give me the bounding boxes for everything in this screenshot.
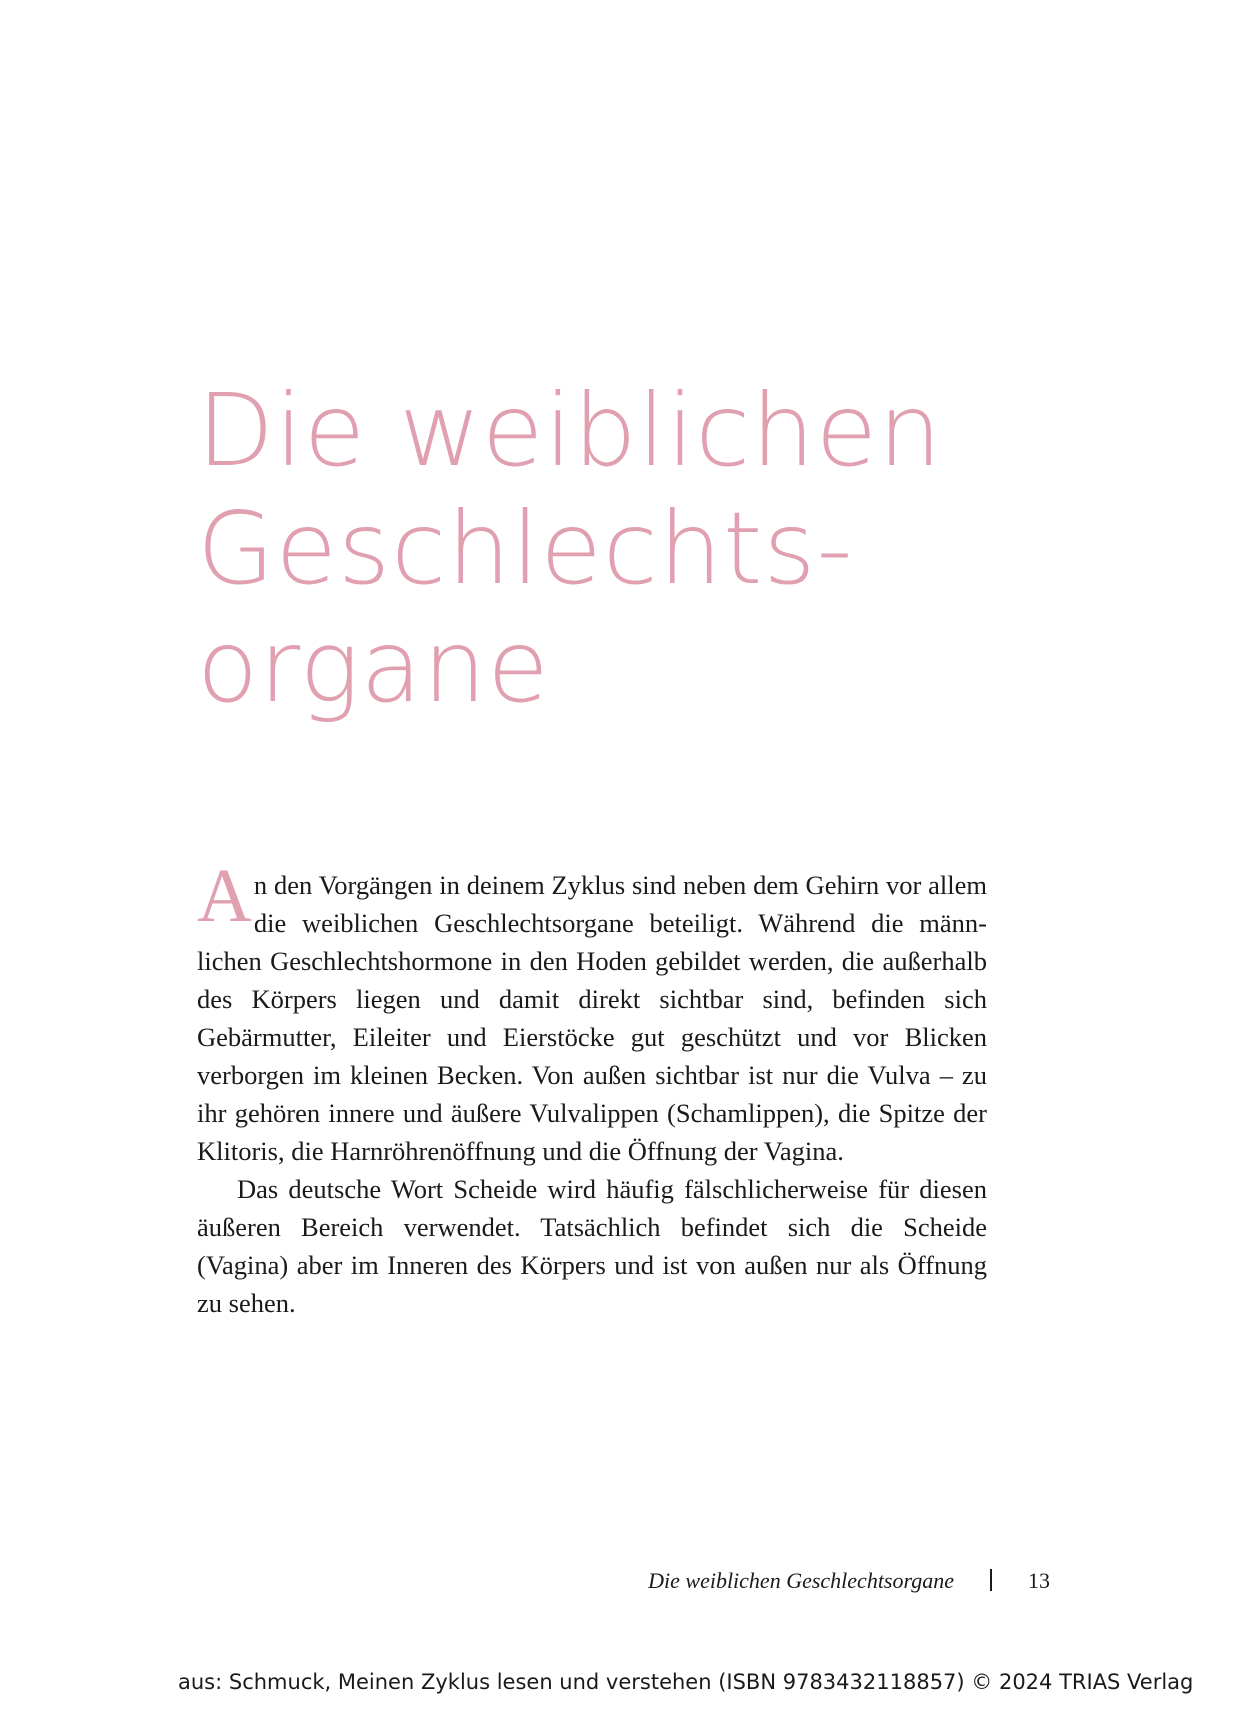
footer-separator [990, 1569, 992, 1591]
paragraph-1 [197, 854, 987, 1170]
body-text [197, 854, 987, 1322]
drop-cap: A [197, 854, 252, 938]
paragraph-1-text: n den Vorgängen in deinem Zyklus sind neben dem Gehirn vor allem die weiblichen Geschlechtsorgane beteiligt. Während die männlichen Geschlechtshormone in den Hoden gebildet werden, die außerhalb des Körpers liegen und damit direkt sichtbar sind, befinden sich Gebärmutter, Eileiter und Eierstöcke gut geschützt und vor Blicken verborgen im kleinen Becken. Von außen sichtbar ist nur die Vulva – zu ihr gehören innere und äußere Vulvalippen (Schamlippen), die Spitze der Klitoris, die Harnröhrenöffnung und die Öffnung der Vagina. [197, 870, 987, 1166]
running-title: Die weiblichen Geschlechtsorgane [648, 1568, 954, 1593]
chapter-title-line-3: organe [197, 608, 550, 725]
chapter-title-line-1: Die weiblichen [197, 372, 943, 489]
running-footer [0, 1568, 1050, 1594]
paragraph-2: Das deutsche Wort Scheide wird häufig fälschlicherweise für diesen äußeren Bereich verwendet. Tatsächlich befindet sich die Scheide (Vagina) aber im Inneren des Körpers und ist von außen nur als Öffnung zu sehen. [197, 1174, 987, 1318]
chapter-title [197, 372, 943, 726]
chapter-title-line-2: Geschlechts- [197, 490, 854, 607]
page-number: 13 [1028, 1568, 1050, 1593]
source-citation: aus: Schmuck, Meinen Zyklus lesen und verstehen (ISBN 9783432118857) © 2024 TRIAS Verlag [178, 1670, 1194, 1694]
